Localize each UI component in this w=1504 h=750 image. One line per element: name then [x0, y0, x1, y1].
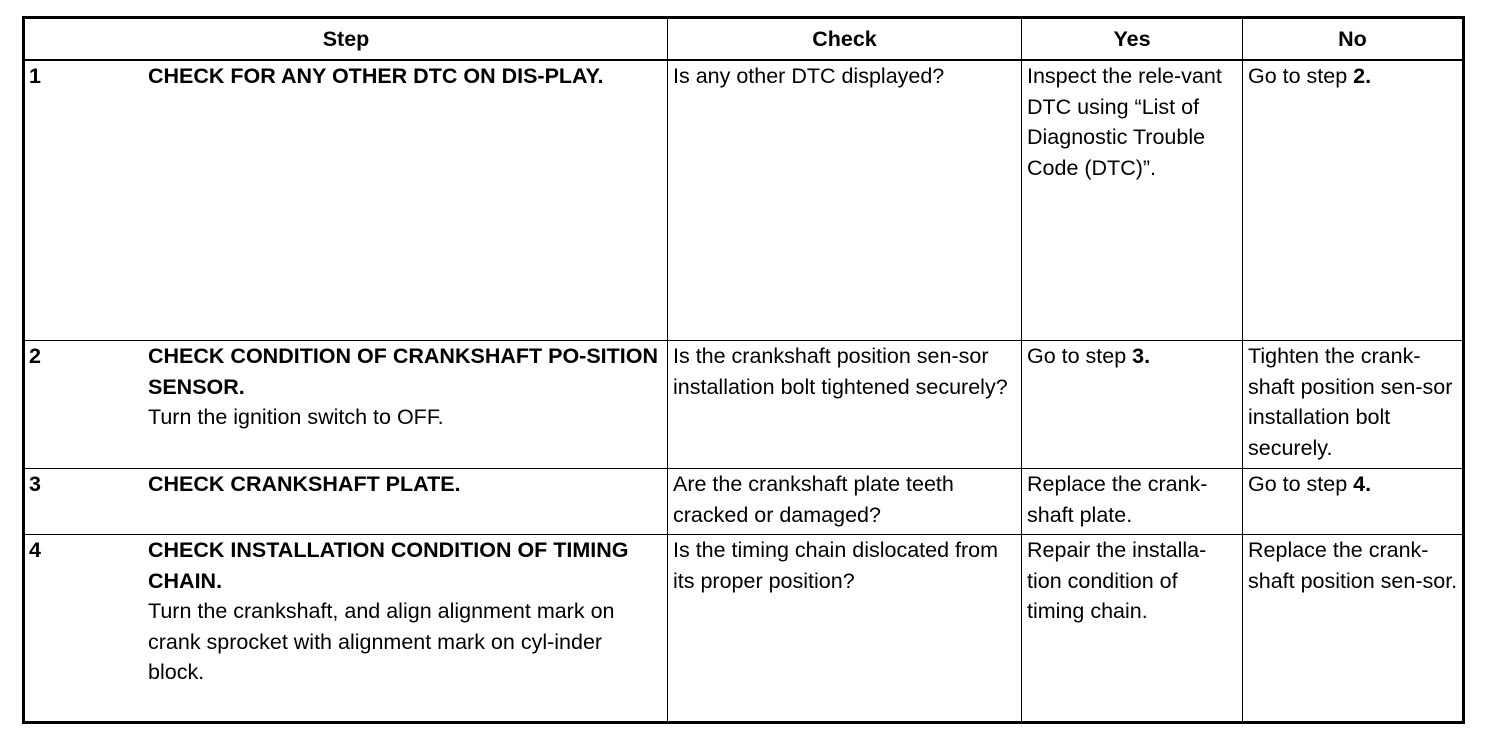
header-step: Step [24, 18, 668, 61]
check-cell [668, 60, 1022, 341]
table-row [24, 341, 1464, 469]
step-cell [24, 535, 668, 723]
yes-cell [1022, 535, 1243, 723]
check-text: Is any other DTC displayed? [673, 64, 945, 88]
no-step-ref: 4. [1353, 472, 1372, 496]
check-text: Are the crankshaft plate teeth cracked or damaged? [673, 472, 954, 527]
table-header-row [24, 18, 1464, 61]
yes-text: Replace the crank-shaft plate. [1027, 472, 1208, 527]
step-title: CHECK INSTALLATION CONDITION OF TIMING CHAIN. [148, 538, 629, 593]
yes-cell [1022, 341, 1243, 469]
no-cell [1243, 341, 1464, 469]
step-title: CHECK FOR ANY OTHER DTC ON DIS-PLAY. [148, 64, 604, 88]
step-body [148, 469, 667, 500]
yes-text: Inspect the rele-vant DTC using “List of Diagnostic Trouble Code (DTC)”. [1027, 64, 1222, 180]
check-cell [668, 535, 1022, 723]
table-row [24, 60, 1464, 341]
header-no: No [1243, 18, 1464, 61]
step-number: 1 [29, 64, 41, 88]
no-prefix: Go to step [1248, 472, 1354, 496]
no-text: Tighten the crank-shaft position sen-sor installation bolt securely. [1248, 344, 1453, 460]
step-body [148, 61, 667, 92]
yes-cell [1022, 60, 1243, 341]
header-yes: Yes [1022, 18, 1243, 61]
table-row [24, 535, 1464, 723]
step-cell [24, 341, 668, 469]
yes-text: Repair the installa-tion condition of timing chain. [1027, 538, 1207, 623]
table-row [24, 469, 1464, 535]
step-cell [24, 60, 668, 341]
step-title: CHECK CONDITION OF CRANKSHAFT PO-SITION SENSOR. [148, 344, 659, 399]
step-number: 2 [29, 344, 41, 368]
yes-text [1022, 341, 1242, 372]
check-cell [668, 469, 1022, 535]
no-prefix: Go to step [1248, 64, 1354, 88]
yes-step-ref: 3. [1132, 344, 1151, 368]
no-cell [1243, 535, 1464, 723]
step-note: Turn the ignition switch to OFF. [148, 405, 444, 429]
check-text: Is the timing chain dislocated from its proper position? [673, 538, 999, 593]
step-number: 4 [29, 538, 41, 562]
step-cell [24, 469, 668, 535]
yes-cell [1022, 469, 1243, 535]
header-check: Check [668, 18, 1022, 61]
no-cell [1243, 469, 1464, 535]
step-number: 3 [29, 472, 41, 496]
no-step-ref: 2. [1353, 64, 1372, 88]
diagnostic-table [22, 16, 1465, 724]
step-note: Turn the crankshaft, and align alignment mark on crank sprocket with alignment mark on cyl-inder block. [148, 599, 615, 684]
step-body [148, 341, 667, 433]
no-text: Replace the crank-shaft position sen-sor. [1248, 538, 1458, 593]
step-body [148, 535, 667, 688]
no-text [1243, 61, 1462, 92]
yes-prefix: Go to step [1027, 344, 1133, 368]
check-text: Is the crankshaft position sen-sor installation bolt tightened securely? [673, 344, 1008, 399]
no-cell [1243, 60, 1464, 341]
check-cell [668, 341, 1022, 469]
no-text [1243, 469, 1462, 500]
step-title: CHECK CRANKSHAFT PLATE. [148, 472, 461, 496]
